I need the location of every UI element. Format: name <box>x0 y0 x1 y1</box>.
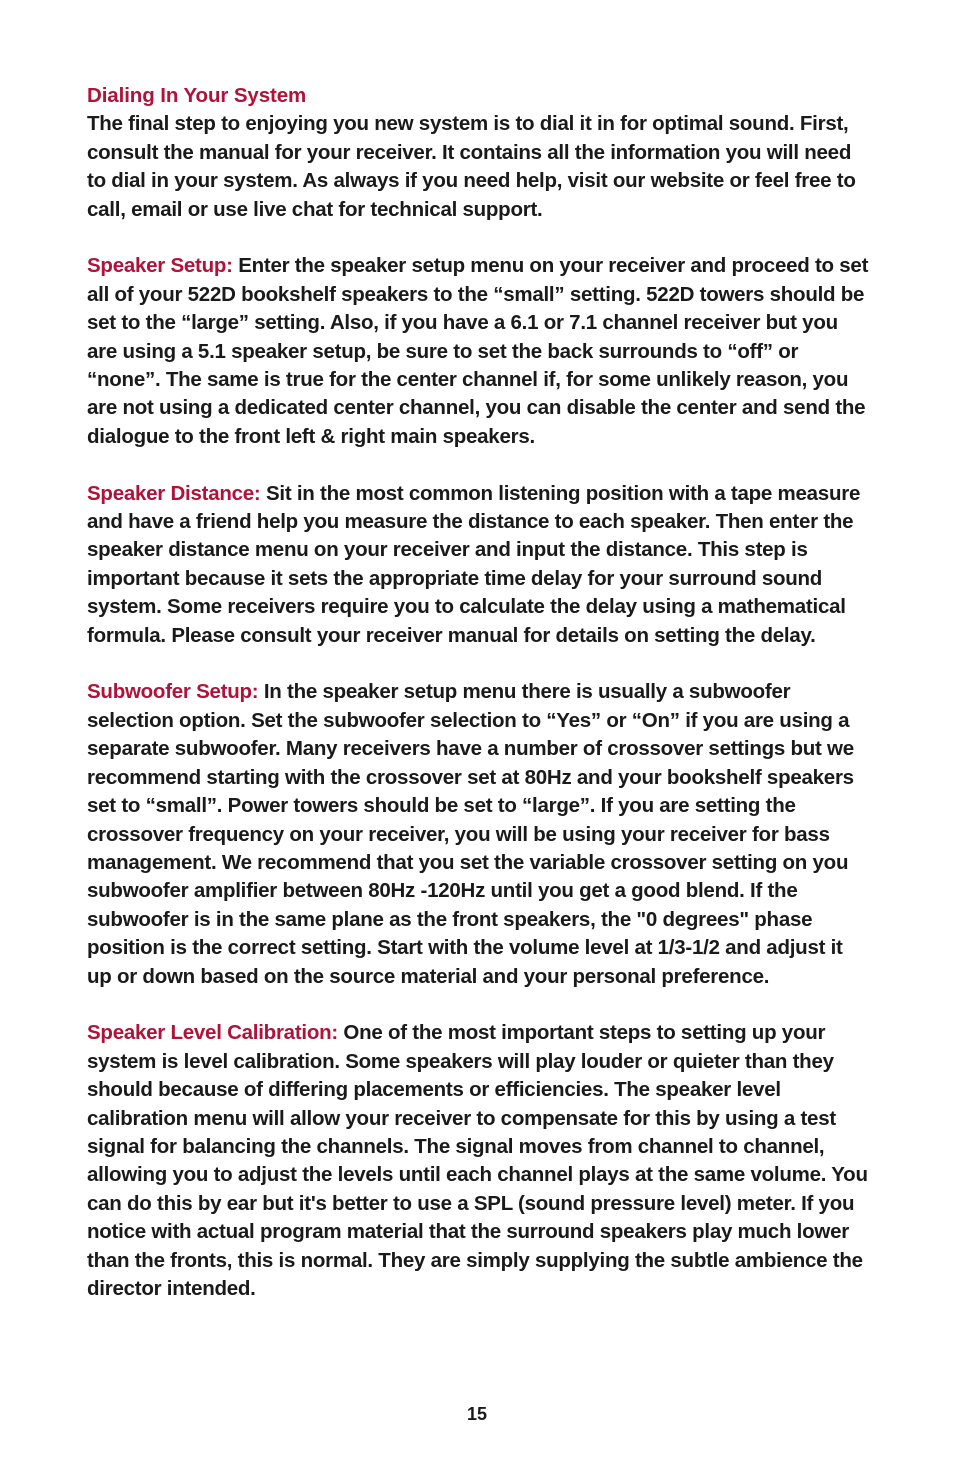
section-title: Dialing In Your System <box>87 84 307 107</box>
speaker-distance-paragraph <box>87 480 869 650</box>
speaker-setup-paragraph <box>87 252 869 451</box>
subwoofer-setup-paragraph <box>87 678 869 990</box>
intro-paragraph: The final step to enjoying you new system is to dial it in for optimal sound. First, consult the manual for your receiver. It contains all the information you will need to dial in your system. As always if you need help, visit our website or feel free to call, email or use live chat for technical support. <box>87 112 856 221</box>
page-number: 15 <box>466 1404 488 1424</box>
speaker-distance-text: Sit in the most common listening position with a tape measure and have a friend help you measure the distance to each speaker. Then enter the speaker distance menu on your receiver and input the distance. This step is important because it sets the appropriate time delay for your surround sound system. Some receivers require you to calculate the delay using a mathematical formula. Please consult your receiver manual for details on setting the delay. <box>87 481 861 647</box>
speaker-setup-text: Enter the speaker setup menu on your receiver and proceed to set all of your 522D bookshelf speakers to the “small” setting. 522D towers should be set to the “large” setting. Also, if you have a 6.1 or 7.1 channel receiver but you are using a 5.1 speaker setup, be sure to set the back surrounds to “off” or “none”. The same is true for the center channel if, for some unlikely reason, you are not using a dedicated center channel, you can disable the center and send the dialogue to the front left & right main speakers. <box>87 254 869 448</box>
speaker-setup-label: Speaker Setup: <box>87 254 233 278</box>
speaker-level-calibration-text: One of the most important steps to setting up your system is level calibration. Some speakers will play louder or quieter than they should because of differing placements or efficiencies. The speaker level calibration menu will allow your receiver to compensate for this by using a test signal for balancing the channels. The signal moves from channel to channel, allowing you to adjust the levels until each channel plays at the same volume. You can do this by ear but it's better to use a SPL (sound pressure level) meter. If you notice with actual program material that the surround speakers play much lower than the fronts, this is normal. They are simply supplying the subtle ambience the director intended. <box>87 1021 868 1300</box>
speaker-distance-label: Speaker Distance: <box>87 481 261 505</box>
manual-page <box>87 82 869 1332</box>
subwoofer-setup-text: In the speaker setup menu there is usually a subwoofer selection option. Set the subwoofer selection to “Yes” or “On” if you are using a separate subwoofer. Many receivers have a number of crossover settings but we recommend starting with the crossover set at 80Hz and your bookshelf speakers set to “small”. Power towers should be set to “large”. If you are setting the crossover frequency on your receiver, you will be using your receiver for bass management. We recommend that you set the variable crossover setting on you subwoofer amplifier between 80Hz -120Hz until you get a good blend. If the subwoofer is in the same plane as the front speakers, the "0 degrees" phase position is the correct setting. Start with the volume level at 1/3-1/2 and adjust it up or down based on the source material and your personal preference. <box>87 680 854 988</box>
speaker-level-calibration-paragraph <box>87 1019 869 1303</box>
subwoofer-setup-label: Subwoofer Setup: <box>87 680 259 704</box>
speaker-level-calibration-label: Speaker Level Calibration: <box>87 1021 338 1045</box>
